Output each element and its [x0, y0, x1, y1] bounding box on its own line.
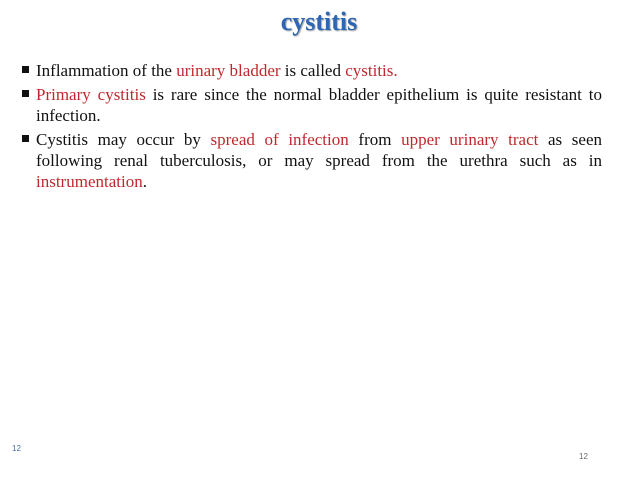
square-bullet-icon [22, 66, 29, 73]
square-bullet-icon [22, 135, 29, 142]
bullet-text-segment: as seen following renal tuberculosis, or may spread from the urethra such as in [36, 130, 603, 170]
bullet-text-segment: is called [280, 61, 346, 80]
bullet-text-segment: from [348, 130, 402, 149]
bullet-text-highlight: cystitis. [345, 61, 398, 80]
bullet-text-segment: Cystitis may occur by [36, 130, 211, 149]
bullet-text-highlight: spread of infection [210, 130, 349, 149]
slide-title: cystitis [280, 7, 358, 36]
bullet-text-segment: is rare since the normal bladder epithelium is quite resistant to infection. [36, 85, 602, 125]
bullet-text-highlight: instrumentation [36, 172, 143, 191]
bullet-item-2 [22, 84, 602, 126]
bullet-list [22, 60, 602, 195]
slide-number-right: 12 [579, 452, 588, 461]
bullet-text-highlight: Primary cystitis [36, 85, 146, 104]
bullet-text-segment: . [142, 172, 147, 191]
bullet-text-segment: Inflammation of the [36, 61, 177, 80]
bullet-item-1 [22, 60, 602, 81]
bullet-item-3 [22, 129, 602, 192]
square-bullet-icon [22, 90, 29, 97]
slide-number-left: 12 [12, 444, 21, 453]
bullet-text-highlight: urinary bladder [176, 61, 281, 80]
bullet-text-highlight: upper urinary tract [401, 130, 539, 149]
